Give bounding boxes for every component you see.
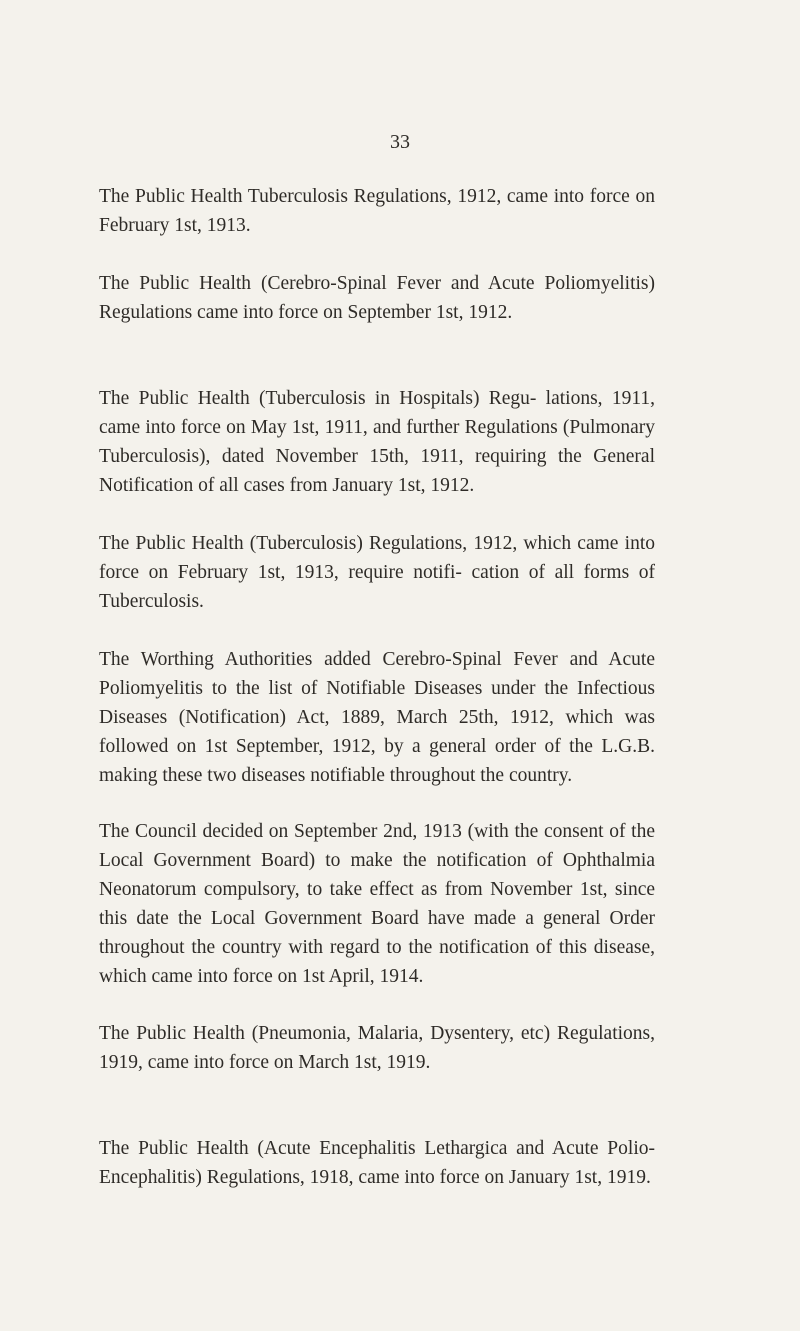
paragraph-tuberculosis-notification: The Public Health (Tuberculosis) Regulations, 1912, which came into force on February 1st, 1913, require notifi- cation of all forms of Tuberculosis. [99, 533, 655, 612]
paragraph-tuberculosis-hospitals-regulations: The Public Health (Tuberculosis in Hospitals) Regu- lations, 1911, came into force on May 1st, 1911, and further Regulations (Pulmonary Tuberculosis), dated November 15th, 1911, requiring the General Notification of all cases from January 1st, 1912. [99, 388, 655, 496]
paragraph-cerebro-spinal-regulations: The Public Health (Cerebro-Spinal Fever and Acute Poliomyelitis) Regulations came into force on September 1st, 1912. [99, 273, 655, 323]
paragraph-worthing-authorities: The Worthing Authorities added Cerebro-Spinal Fever and Acute Poliomyelitis to the list of Notifiable Diseases under the Infectious Diseases (Notification) Act, 1889, March 25th, 1912, which was followed on 1st September, 1912, by a general order of the L.G.B. making these two diseases notifiable throughout the country. [99, 649, 655, 786]
page-number: 33 [390, 131, 410, 153]
paragraph-tuberculosis-regulations-1912: The Public Health Tuberculosis Regulations, 1912, came into force on February 1st, 1913. [99, 186, 655, 236]
paragraph-pneumonia-malaria-regulations: The Public Health (Pneumonia, Malaria, Dysentery, etc) Regulations, 1919, came into force on March 1st, 1919. [99, 1023, 655, 1073]
paragraph-ophthalmia-neonatorum: The Council decided on September 2nd, 1913 (with the consent of the Local Government Board) to make the notification of Ophthalmia Neonatorum compulsory, to take effect as from November 1st, since this date the Local Government Board have made a general Order throughout the country with regard to the notification of this disease, which came into force on 1st April, 1914. [99, 821, 655, 987]
paragraph-encephalitis-regulations: The Public Health (Acute Encephalitis Lethargica and Acute Polio-Encephalitis) Regulations, 1918, came into force on January 1st, 1919. [99, 1138, 655, 1188]
